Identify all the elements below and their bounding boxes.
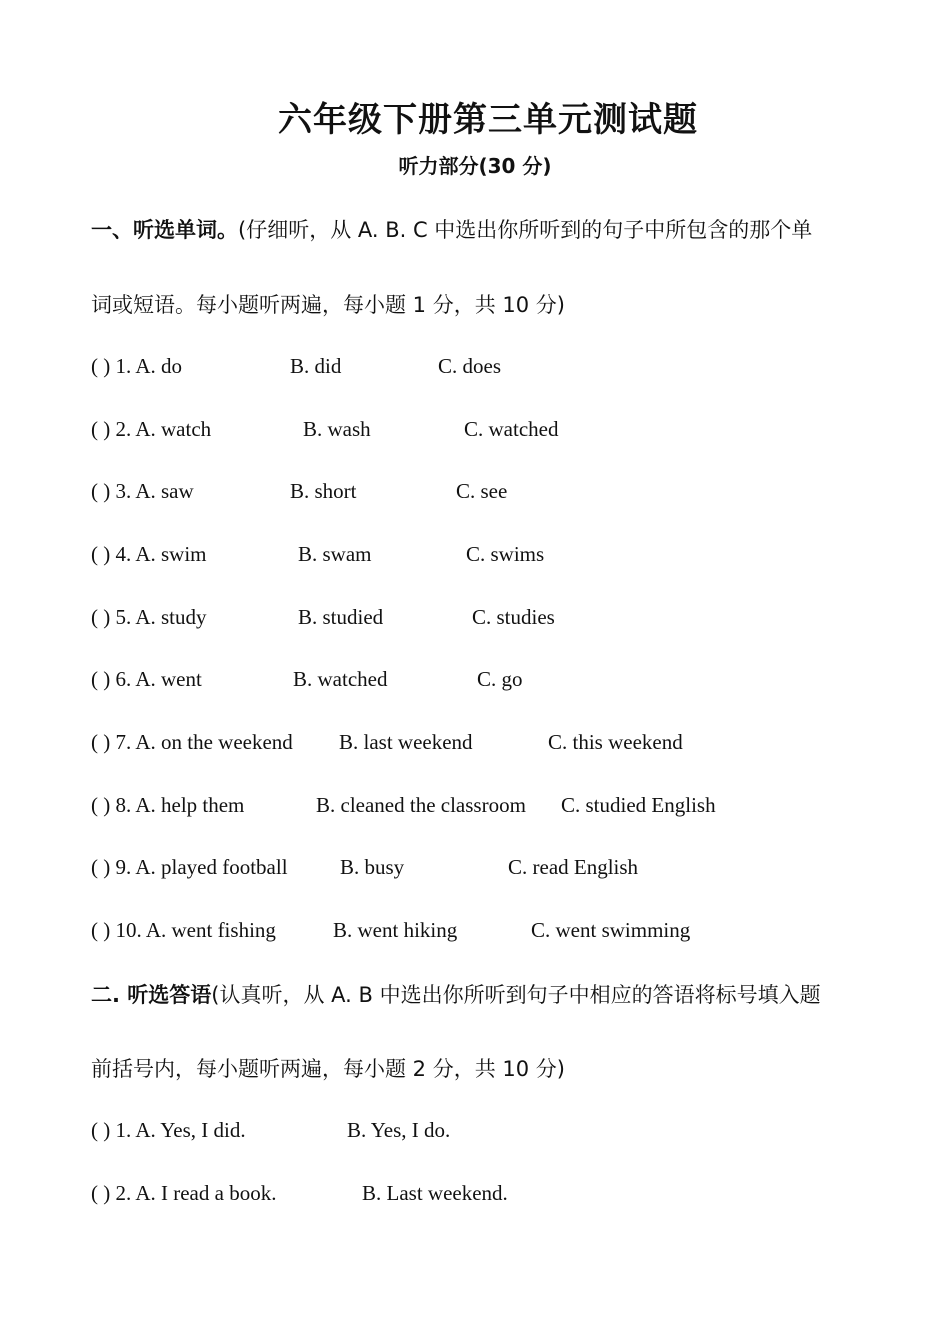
option-b: B. did [290,354,342,378]
option-b: B. short [290,479,357,503]
option-b: B. studied [298,605,384,629]
section1-heading-line [91,214,812,244]
section2-instruction-1: (认真听，从 A. B 中选出你所听到句子中相应的答语将标号填入题 [211,983,821,1007]
question-row [91,479,871,507]
section2-instruction-2: 前括号内，每小题听两遍，每小题 2 分，共 10 分) [91,1057,565,1081]
question-lead: ( ) 6. A. went [91,667,202,691]
section2-heading: 二. 听选答语 [91,983,212,1007]
question-row [91,417,871,445]
option-c: C. go [477,667,523,691]
question-lead: ( ) 7. A. on the weekend [91,730,293,754]
section1-instruction-2: 词或短语。每小题听两遍，每小题 1 分，共 10 分) [91,293,565,317]
option-c: C. this weekend [548,730,683,754]
page-subtitle: 听力部分(30 分) [398,154,552,178]
option-c: C. watched [464,417,559,441]
option-c: C. read English [508,855,639,879]
question-lead: ( ) 3. A. saw [91,479,194,503]
option-c: C. studies [472,605,555,629]
option-b: B. last weekend [339,730,473,754]
question-lead: ( ) 4. A. swim [91,542,207,566]
option-b: B. went hiking [333,918,458,942]
question-row [91,1181,871,1209]
option-b: B. wash [303,417,371,441]
option-b: B. watched [293,667,388,691]
option-b: B. busy [340,855,405,879]
question-lead: ( ) 8. A. help them [91,793,245,817]
section1-heading: 一、听选单词。 [91,218,238,242]
option-c: C. see [456,479,508,503]
question-row [91,855,871,883]
option-c: C. does [438,354,501,378]
option-b: B. cleaned the classroom [316,793,526,817]
question-row [91,667,871,695]
option-b: B. Last weekend. [362,1181,508,1205]
option-b: B. swam [298,542,372,566]
question-lead: ( ) 2. A. watch [91,417,212,441]
question-row [91,730,871,758]
question-row [91,542,871,570]
option-c: C. swims [466,542,545,566]
question-row [91,918,871,946]
question-lead: ( ) 1. A. do [91,354,182,378]
question-lead: ( ) 1. A. Yes, I did. [91,1118,246,1142]
question-lead: ( ) 9. A. played football [91,855,288,879]
question-row [91,605,871,633]
question-lead: ( ) 2. A. I read a book. [91,1181,277,1205]
option-c: C. studied English [561,793,716,817]
question-row [91,1118,871,1146]
question-lead: ( ) 10. A. went fishing [91,918,276,942]
option-b: B. Yes, I do. [347,1118,451,1142]
question-lead: ( ) 5. A. study [91,605,207,629]
page-title: 六年级下册第三单元测试题 [278,100,698,140]
section1-instruction-1: (仔细听，从 A. B. C 中选出你所听到的句子中所包含的那个单 [238,218,813,242]
section2-heading-line [91,979,821,1009]
question-row [91,793,871,821]
option-c: C. went swimming [531,918,691,942]
question-row [91,354,871,382]
